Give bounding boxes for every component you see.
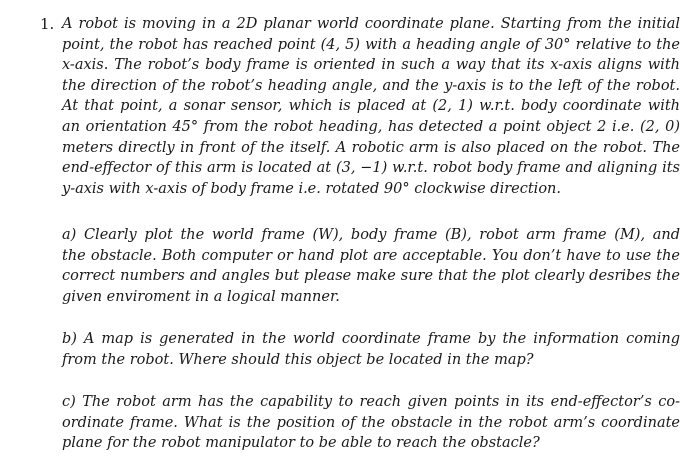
- statement-line: the direction of the robot’s heading angle, and the y-axis is to the left of the robot.: [62, 77, 680, 94]
- part-a-line: given enviroment in a logical manner.: [62, 288, 340, 305]
- part-b-line: b) A map is generated in the world coordinate frame by the information coming: [62, 331, 680, 347]
- statement-line: y-axis with x-axis of body frame i.e. rotated 90° clockwise direction.: [62, 180, 561, 197]
- statement-line: an orientation 45° from the robot heading, has detected a point object 2 i.e. (2, 0): [62, 118, 680, 135]
- part-c: [62, 392, 680, 454]
- statement-line: end-effector of this arm is located at (3, −1) w.r.t. robot body frame and aligning its: [62, 160, 680, 177]
- part-c-line: ordinate frame. What is the position of the obstacle in the robot arm’s coordinate: [62, 414, 680, 431]
- part-b-line: from the robot. Where should this object be located in the map?: [62, 351, 534, 368]
- statement-line: point, the robot has reached point (4, 5) with a heading angle of 30° relative to the: [62, 36, 680, 53]
- part-c-line: plane for the robot manipulator to be able to reach the obstacle?: [62, 435, 540, 452]
- part-b: [62, 329, 680, 370]
- part-c-line: c) The robot arm has the capability to reach given points in its end-effector’s co-: [62, 394, 680, 410]
- part-a: [62, 225, 680, 307]
- part-a-line: correct numbers and angles but please make sure that the plot clearly desribes the: [62, 268, 680, 285]
- statement-line: x-axis. The robot’s body frame is oriented in such a way that its x-axis aligns with: [62, 57, 680, 74]
- problem-statement: [62, 14, 680, 199]
- statement-line: meters directly in front of the itself. A robotic arm is also placed on the robot. The: [62, 139, 680, 156]
- statement-line: A robot is moving in a 2D planar world coordinate plane. Starting from the initial: [62, 16, 680, 32]
- part-a-line: a) Clearly plot the world frame (W), body frame (B), robot arm frame (M), and: [62, 227, 680, 243]
- part-a-line: the obstacle. Both computer or hand plot are acceptable. You don’t have to use the: [62, 247, 680, 264]
- problem-number: 1.: [40, 15, 55, 33]
- statement-line: At that point, a sonar sensor, which is placed at (2, 1) w.r.t. body coordinate with: [62, 98, 680, 115]
